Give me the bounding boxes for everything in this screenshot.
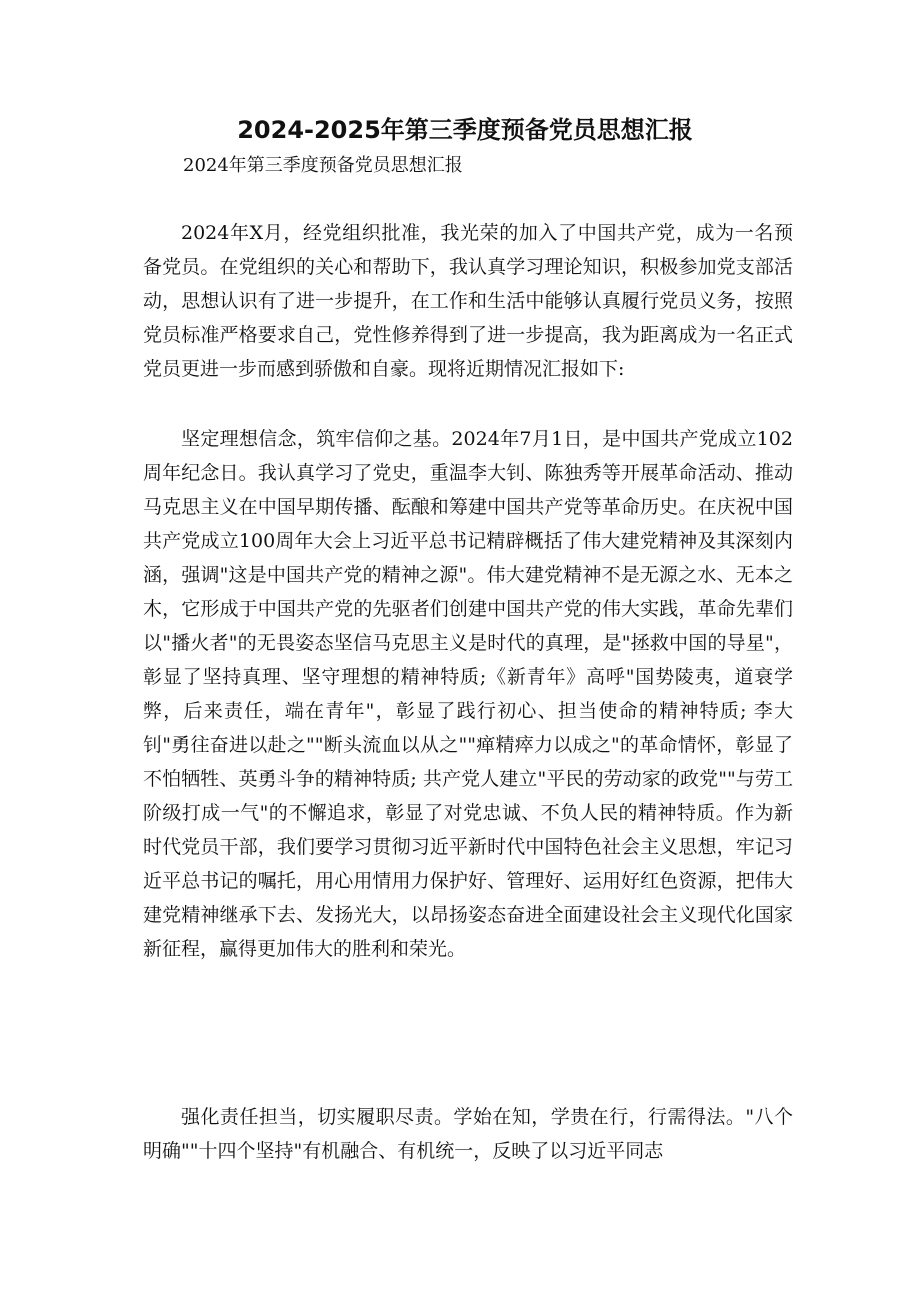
document-title: 2024-2025年第三季度预备党员思想汇报 — [237, 116, 693, 144]
paragraph-responsibility: 强化责任担当，切实履职尽责。学始在知，学贵在行，行需得法。"八个明确""十四个坚持"有机融合、有机统一，反映了以习近平同志 — [143, 1106, 793, 1162]
paragraph-ideals: 坚定理想信念，筑牢信仰之基。2024年7月1日，是中国共产党成立102周年纪念日。我认真学习了党史，重温李大钊、陈独秀等开展革命活动、推动马克思主义在中国早期传播、酝酿和筹建中国共产党等革命历史。在庆祝中国共产党成立100周年大会上习近平总书记精辟概括了伟大建党精神及其深刻内涵，强调"这是中国共产党的精神之源"。伟大建党精神不是无源之水、无本之木，它形成于中国共产党的先驱者们创建中国共产党的伟大实践，革命先辈们以"播火者"的无畏姿态坚信马克思主义是时代的真理，是"拯救中国的导星"，彰显了坚持真理、坚守理想的精神特质;《新青年》高呼"国势陵夷，道衰学弊，后来责任，端在青年"，彰显了践行初心、担当使命的精神特质; 李大钊"勇往奋进以赴之""断头流血以从之""瘅精瘁力以成之"的革命情怀，彰显了不怕牺牲、英勇斗争的精神特质; 共产党人建立"平民的劳动家的政党""与劳工阶级打成一气"的不懈追求，彰显了对党忠诚、不负人民的精神特质。作为新时代党员干部，我们要学习贯彻习近平新时代中国特色社会主义思想，牢记习近平总书记的嘱托，用心用情用力保护好、管理好、运用好红色资源，把伟大建党精神继承下去、发扬光大，以昂扬姿态奋进全面建设社会主义现代化国家新征程，赢得更加伟大的胜利和荣光。 — [143, 428, 793, 960]
document-subtitle: 2024年第三季度预备党员思想汇报 — [183, 155, 463, 176]
paragraph-intro: 2024年X月，经党组织批准，我光荣的加入了中国共产党，成为一名预备党员。在党组织的关心和帮助下，我认真学习理论知识，积极参加党支部活动，思想认识有了进一步提升，在工作和生活中能够认真履行党员义务，按照党员标准严格要求自己，党性修养得到了进一步提高，我为距离成为一名正式党员更进一步而感到骄傲和自豪。现将近期情况汇报如下: — [143, 222, 793, 380]
